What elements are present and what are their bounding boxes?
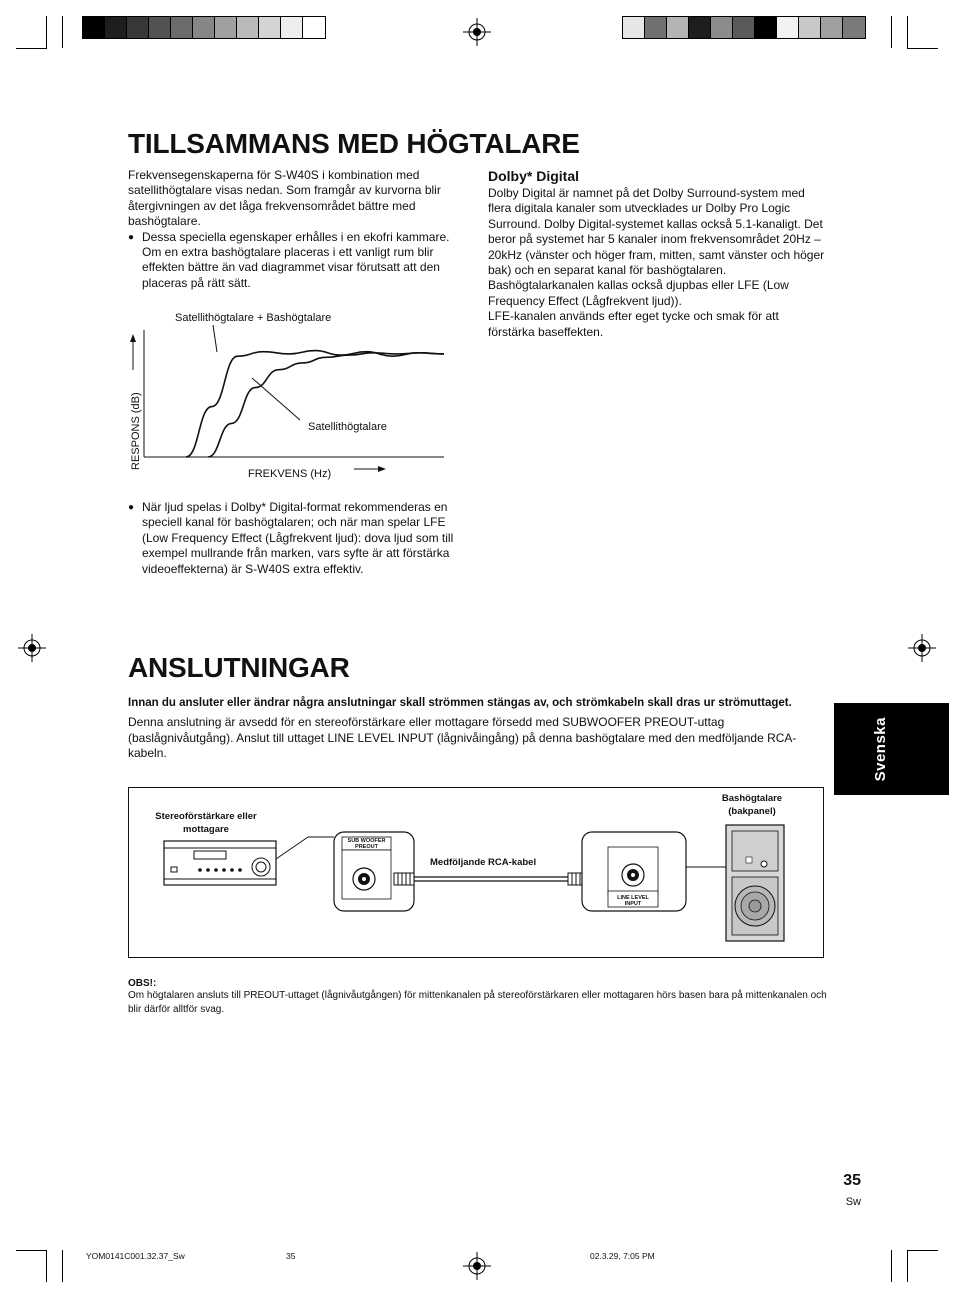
chart-annotation-combined: Satellithögtalare + Bashögtalare xyxy=(175,312,332,324)
footer-page: 35 xyxy=(286,1251,296,1261)
color-swatch xyxy=(259,17,281,38)
crop-mark xyxy=(16,48,47,49)
preout-label-line1: SUB WOOFER xyxy=(347,838,386,844)
color-swatch xyxy=(711,17,733,38)
crop-mark xyxy=(16,1250,47,1251)
note-section xyxy=(128,978,828,1017)
page-language-code: Sw xyxy=(845,1196,861,1208)
color-swatch xyxy=(689,17,711,38)
crop-mark xyxy=(62,1250,63,1282)
color-bar-left xyxy=(82,16,326,39)
rca-cable-icon xyxy=(394,873,588,885)
registration-mark-icon xyxy=(463,18,491,46)
chart-leader-line xyxy=(213,325,217,352)
color-swatch xyxy=(777,17,799,38)
color-swatch xyxy=(843,17,865,38)
page-number: 35 xyxy=(843,1172,861,1189)
bullet-item: ● När ljud spelas i Dolby* Digital-format rekommenderas en speciell kanal för bashögtalaren; och när man spelar LFE (Low Frequency Effect (Lågfrekvent ljud): dova ljud som till exempel mullrande från marken, vars syfte är att förstärka videoeffekterna) är S-W40S extra effektiv. xyxy=(128,500,466,577)
subwoofer-icon xyxy=(726,825,784,941)
footer-file: YOM0141C001.32.37_Sw xyxy=(86,1251,185,1261)
amplifier-label: Stereoförstärkare eller mottagare xyxy=(155,811,257,835)
cable-label: Medföljande RCA-kabel xyxy=(430,857,537,868)
chart-annotation-satellite: Satellithögtalare xyxy=(308,421,387,433)
crop-mark xyxy=(907,16,908,48)
warning-text: Innan du ansluter eller ändrar några anslutningar skall strömmen stängas av, och strömkabeln skall dras ur strömuttaget. xyxy=(128,697,792,709)
chart-x-label: FREKVENS (Hz) xyxy=(248,468,332,480)
crop-mark xyxy=(907,1250,908,1282)
frequency-response-chart xyxy=(120,300,460,490)
section-title-anslutningar: ANSLUTNINGAR xyxy=(128,652,350,683)
registration-mark-icon xyxy=(18,634,46,662)
color-swatch xyxy=(281,17,303,38)
crop-mark xyxy=(46,16,47,48)
language-tab xyxy=(834,703,949,795)
amplifier-icon xyxy=(164,837,308,885)
dolby-section xyxy=(488,168,828,340)
crop-mark xyxy=(62,16,63,48)
color-swatch xyxy=(83,17,105,38)
chart-y-label: RESPONS (dB) xyxy=(130,392,142,470)
language-tab-label: Svenska xyxy=(872,717,889,782)
note-heading: OBS!: xyxy=(128,978,157,989)
connection-paragraph: Denna anslutning är avsedd för en stereoförstärkare eller mottagare försedd med SUBWOOFER PREOUT-uttag (baslågnivåutgång). Anslut till uttaget LINE LEVEL INPUT (lågnivåingång) på denna bashögtalare med den medföljande RCA-kabeln. xyxy=(128,715,797,761)
color-swatch xyxy=(127,17,149,38)
chart-series-line xyxy=(208,353,444,457)
input-label-line1: LINE LEVEL xyxy=(617,895,649,901)
dolby-paragraph: LFE-kanalen används efter eget tycke och smak för att förstärka baseffekten. xyxy=(488,309,779,339)
color-swatch xyxy=(623,17,645,38)
crop-mark xyxy=(46,1250,47,1282)
registration-mark-icon xyxy=(463,1252,491,1280)
crop-mark xyxy=(907,1250,938,1251)
y-axis-arrow-icon xyxy=(130,334,136,370)
crop-mark xyxy=(891,16,892,48)
color-swatch xyxy=(821,17,843,38)
left-column-bottom xyxy=(128,500,466,577)
bullet-item: ● Dessa speciella egenskaper erhålles i en ekofri kammare. Om en extra bashögtalare placeras i ett vanligt rum blir effekten bättre än vad diagrammet visar förutsatt att den placeras på rätt sätt. xyxy=(128,230,450,292)
dolby-paragraph: Dolby Digital är namnet på det Dolby Surround-system med flera digitala kanaler som utvecklades ur Dolby Pro Logic Surround. Dolby Digital-systemet kallas också 5.1-kanaligt. Det beror på systemet har 5 kanaler inom frekvensområdet 20Hz – 20kHz (vänster och höger fram, mitten, samt vänster och höger bak) och en separat kanal för bashögtalaren. Bashögtalarkanalen kallas också djupbas eller LFE (Low Frequency Effect (Lågfrekvent ljud)). xyxy=(488,186,825,308)
color-bar-right xyxy=(622,16,866,39)
color-swatch xyxy=(799,17,821,38)
color-swatch xyxy=(667,17,689,38)
left-column-top xyxy=(128,168,450,291)
crop-mark xyxy=(907,48,938,49)
color-swatch xyxy=(215,17,237,38)
color-swatch xyxy=(755,17,777,38)
x-axis-arrow-icon xyxy=(354,466,386,472)
crop-mark xyxy=(891,1250,892,1282)
input-label-line2: INPUT xyxy=(624,901,642,907)
color-swatch xyxy=(149,17,171,38)
registration-mark-icon xyxy=(908,634,936,662)
color-swatch xyxy=(105,17,127,38)
color-swatch xyxy=(237,17,259,38)
chart-series-line xyxy=(186,351,444,457)
connection-drawing xyxy=(128,787,824,958)
subwoofer-label: Bashögtalare (bakpanel) xyxy=(721,793,783,817)
color-swatch xyxy=(303,17,325,38)
note-text: Om högtalaren ansluts till PREOUT-uttaget (lågnivåutgången) för mittenkanalen på stereoförstärkaren eller mottagaren hörs basen bara på mittenkanalen och blir därför alltför svag. xyxy=(128,990,827,1015)
color-swatch xyxy=(733,17,755,38)
color-swatch xyxy=(193,17,215,38)
dolby-heading: Dolby* Digital xyxy=(488,168,580,184)
intro-paragraph: Frekvensegenskaperna för S-W40S i kombination med satellithögtalare visas nedan. Som framgår av kurvorna blir återgivningen av det låga frekvensområdet bättre med bashögtalare. xyxy=(128,168,441,229)
section-title-tillsammans: TILLSAMMANS MED HÖGTALARE xyxy=(128,128,580,159)
chart-leader-line xyxy=(252,378,300,420)
footer-date: 02.3.29, 7:05 PM xyxy=(590,1251,655,1261)
preout-label-line2: PREOUT xyxy=(355,844,378,850)
color-swatch xyxy=(171,17,193,38)
color-swatch xyxy=(645,17,667,38)
connection-intro xyxy=(128,696,824,762)
